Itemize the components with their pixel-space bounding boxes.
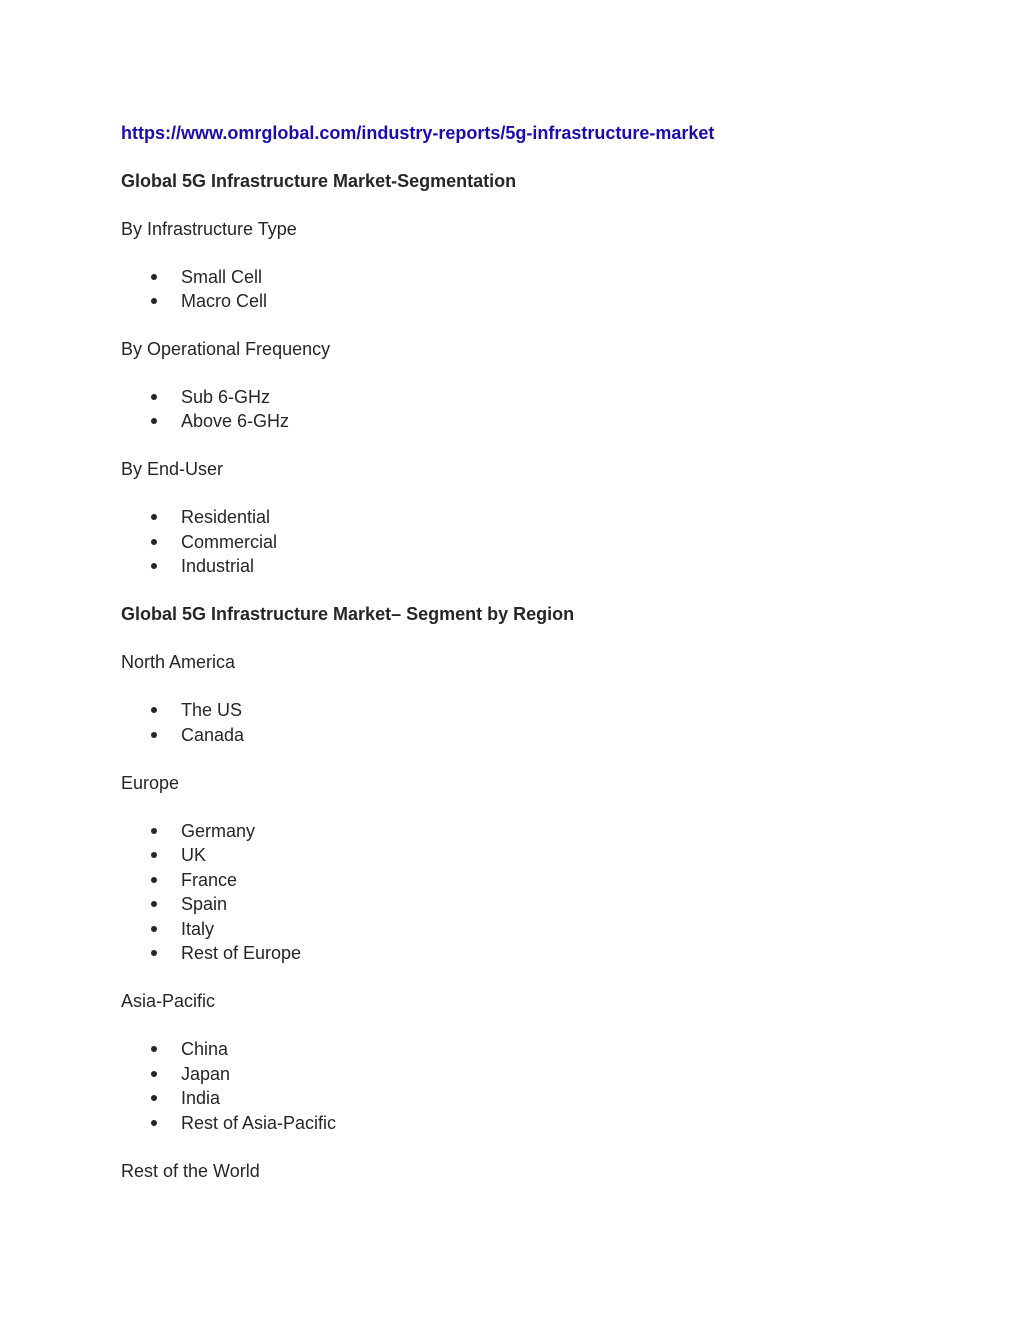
list-item: Japan: [181, 1064, 231, 1084]
list-item: France: [181, 870, 238, 890]
bullet: [151, 732, 157, 738]
bullet: [151, 539, 157, 545]
list-item: Residential: [181, 507, 271, 527]
bullet: [151, 901, 157, 907]
list-item: Rest of Europe: [181, 943, 302, 963]
bullet: [151, 1120, 157, 1126]
region-heading: Global 5G Infrastructure Market– Segment by Region: [121, 604, 575, 624]
infrastructure-type-title: By Infrastructure Type: [121, 219, 297, 239]
north-america-title: North America: [121, 652, 236, 672]
bullet: [151, 950, 157, 956]
bullet: [151, 418, 157, 424]
bullet: [151, 828, 157, 834]
bullet: [151, 926, 157, 932]
bullet: [151, 394, 157, 400]
bullet: [151, 298, 157, 304]
list-item: Spain: [181, 894, 228, 914]
list-item: The US: [181, 700, 243, 720]
europe-title: Europe: [121, 773, 180, 793]
list-item: India: [181, 1088, 221, 1108]
list-item: Above 6-GHz: [181, 411, 290, 431]
bullet: [151, 274, 157, 280]
list-item: UK: [181, 845, 207, 865]
list-item: China: [181, 1039, 229, 1059]
list-item: Industrial: [181, 556, 255, 576]
operational-frequency-title: By Operational Frequency: [121, 339, 331, 359]
bullet: [151, 707, 157, 713]
list-item: Germany: [181, 821, 256, 841]
report-url-link[interactable]: https://www.omrglobal.com/industry-reports/5g-infrastructure-market: [121, 123, 715, 143]
asia-pacific-title: Asia-Pacific: [121, 991, 216, 1011]
list-item: Sub 6-GHz: [181, 387, 271, 407]
bullet: [151, 563, 157, 569]
list-item: Italy: [181, 919, 215, 939]
bullet: [151, 1071, 157, 1077]
list-item: Small Cell: [181, 267, 263, 287]
bullet: [151, 852, 157, 858]
list-item: Canada: [181, 725, 245, 745]
bullet: [151, 1095, 157, 1101]
bullet: [151, 877, 157, 883]
end-user-title: By End-User: [121, 459, 224, 479]
bullet: [151, 514, 157, 520]
segmentation-heading: Global 5G Infrastructure Market-Segmentation: [121, 171, 517, 191]
bullet: [151, 1046, 157, 1052]
rest-of-world-title: Rest of the World: [121, 1161, 260, 1181]
list-item: Macro Cell: [181, 291, 268, 311]
list-item: Commercial: [181, 532, 278, 552]
list-item: Rest of Asia-Pacific: [181, 1113, 337, 1133]
